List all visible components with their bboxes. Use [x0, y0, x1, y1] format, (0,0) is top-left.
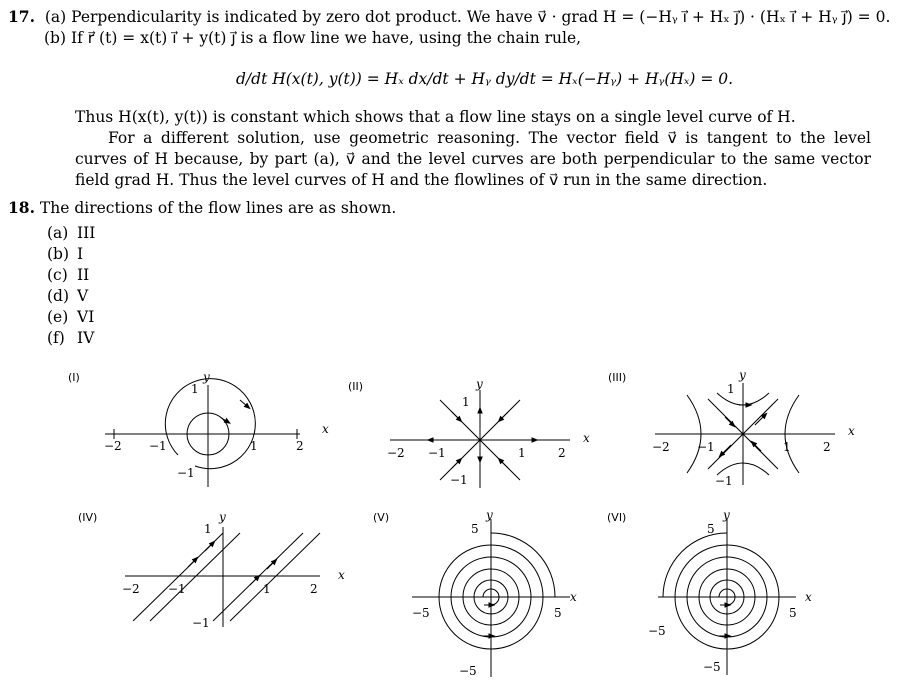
figure-label: (IV) — [78, 511, 98, 524]
figure-I — [60, 365, 350, 495]
answer-value: III — [77, 224, 96, 242]
flow-arrow — [205, 543, 213, 551]
tick-label: 5 — [471, 522, 479, 536]
answer-item — [47, 287, 88, 305]
tick-label: 2 — [823, 440, 831, 454]
part-a-text: Perpendicularity is indicated by zero dot product. We have v⃗ · grad H = (−Hᵧ i⃗ + Hₓ j⃗) · (Hₓ i⃗ + Hᵧ j⃗) = 0. — [71, 8, 891, 26]
problem-18-intro-line — [8, 199, 396, 217]
answer-item — [47, 224, 95, 242]
y-variable: y — [203, 370, 210, 384]
tick-label: 1 — [783, 440, 791, 454]
y-variable: y — [486, 508, 493, 522]
problem-17-number: 17. — [8, 7, 35, 26]
y-variable: y — [739, 368, 746, 382]
x-variable: x — [805, 590, 812, 604]
answer-item — [47, 245, 83, 263]
tick-label: 2 — [296, 439, 304, 453]
tick-label: 1 — [727, 382, 735, 396]
flow-arrow — [220, 417, 228, 422]
flow-line — [230, 533, 320, 621]
tick-label: 1 — [462, 395, 470, 409]
figure-V — [360, 505, 620, 685]
answer-label: (d) — [47, 287, 70, 305]
tick-label: 5 — [789, 606, 797, 620]
x-variable: x — [338, 568, 345, 582]
tick-label: −1 — [697, 440, 715, 454]
tick-label: −2 — [122, 582, 140, 596]
x-variable: x — [583, 431, 590, 445]
answer-value: II — [77, 266, 90, 284]
figure-label: (VI) — [607, 511, 627, 524]
tick-label: 5 — [554, 606, 562, 620]
tick-label: −2 — [104, 439, 122, 453]
answer-value: VI — [77, 308, 95, 326]
problem-18-intro: The directions of the flow lines are as shown. — [39, 199, 397, 217]
answer-value: V — [77, 287, 89, 305]
tick-label: 1 — [204, 522, 212, 536]
tick-label: −2 — [387, 446, 405, 460]
alt-solution-text: For a different solution, use geometric reasoning. The vector field v⃗ is tangent to the level curves of H because, by part (a), v⃗ and the level curves are both perpendicular to the same vector field grad H. Thus the level curves of H and the flowlines of v⃗ run in the same direction. — [75, 129, 871, 189]
part-b-label: (b) — [44, 29, 67, 47]
flow-arrow — [725, 417, 733, 425]
problem-17-part-a-line — [8, 8, 890, 26]
tick-label: −1 — [450, 473, 468, 487]
conclusion-text: Thus H(x(t), y(t)) is constant which shows that a flow line stays on a single level curve of H. — [75, 108, 796, 126]
tick-label: −1 — [149, 439, 167, 453]
answer-item — [47, 308, 94, 326]
answer-item — [47, 266, 89, 284]
tick-label: −1 — [177, 466, 195, 480]
y-variable: y — [219, 510, 226, 524]
tick-label: −1 — [192, 616, 210, 630]
answer-value: I — [77, 245, 84, 263]
tick-label: −5 — [412, 606, 430, 620]
flow-arrow — [721, 445, 731, 455]
tick-label: −5 — [648, 624, 666, 638]
flow-arrow — [240, 400, 248, 407]
problem-18-number: 18. — [8, 198, 35, 217]
figure-label: (III) — [608, 371, 627, 384]
answer-label: (f) — [47, 329, 65, 347]
part-a-label: (a) — [44, 8, 67, 26]
figure-II — [340, 370, 610, 495]
figure-IV — [70, 505, 360, 635]
flow-arrow — [250, 577, 258, 585]
flow-arrow — [500, 412, 508, 420]
tick-label: −2 — [652, 440, 670, 454]
tick-label: 5 — [707, 522, 715, 536]
answer-label: (e) — [47, 308, 69, 326]
answer-item — [47, 329, 94, 347]
x-variable: x — [848, 424, 855, 438]
x-variable: x — [322, 422, 329, 436]
flow-arrow — [753, 443, 761, 451]
flow-arrow — [188, 559, 196, 567]
spiral-arm — [491, 533, 555, 597]
figure-label: (II) — [348, 380, 364, 393]
tick-label: 1 — [518, 446, 526, 460]
tick-label: 1 — [191, 382, 199, 396]
flow-arrow — [267, 561, 275, 569]
spiral-arm — [663, 533, 727, 597]
figure-label: (I) — [68, 371, 80, 384]
tick-label: −1 — [168, 582, 186, 596]
tick-label: −1 — [428, 446, 446, 460]
answer-label: (c) — [47, 266, 68, 284]
tick-label: −5 — [703, 660, 721, 674]
answer-value: IV — [77, 329, 95, 347]
tick-label: −5 — [459, 664, 477, 678]
tick-label: 2 — [558, 446, 566, 460]
answer-label: (b) — [47, 245, 70, 263]
tick-label: −1 — [715, 474, 733, 488]
flow-arrow — [452, 460, 460, 468]
tick-label: 1 — [263, 582, 271, 596]
tick-label: 1 — [250, 439, 258, 453]
tick-label: 2 — [310, 582, 318, 596]
part-b-text: If r⃗ (t) = x(t) i⃗ + y(t) j⃗ is a flow line we have, using the chain rule, — [70, 29, 582, 47]
chain-rule-equation: d/dt H(x(t), y(t)) = Hₓ dx/dt + Hᵧ dy/dt = Hₓ(−Hᵧ) + Hᵧ(Hₓ) = 0. — [236, 70, 734, 88]
y-variable: y — [476, 377, 483, 391]
answer-label: (a) — [47, 224, 69, 242]
figure-VI — [600, 505, 860, 685]
figure-label: (V) — [373, 511, 390, 524]
figure-III — [605, 365, 885, 495]
flow-arrow — [452, 412, 460, 420]
problem-17-part-b-line — [44, 29, 581, 47]
x-variable: x — [570, 590, 577, 604]
y-variable: y — [723, 508, 730, 522]
flow-arrow — [500, 460, 508, 468]
